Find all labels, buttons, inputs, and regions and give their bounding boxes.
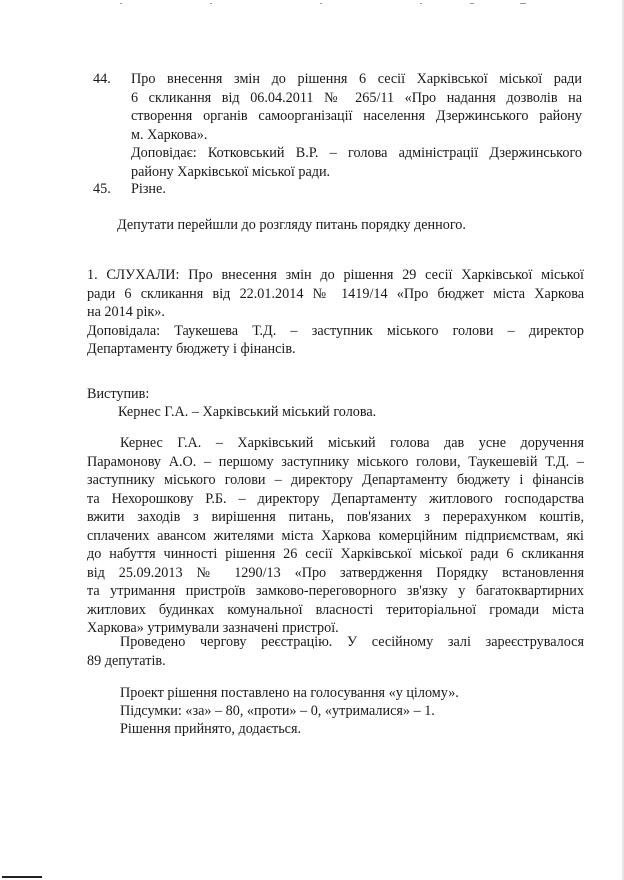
reporter-line: району Харківської міської ради. xyxy=(131,163,331,180)
item-number: 44. xyxy=(93,71,111,87)
instruction-line: Кернес Г.А. – Харківський міський голова дав усне доручення xyxy=(120,435,584,451)
instruction-line: від 25.09.2013 № 1290/13 «Про затвердження Порядку встановлення xyxy=(87,564,584,581)
instruction-line: до набуття чинності рішення 26 сесії Харківської міської ради 6 скликання xyxy=(87,546,584,562)
item-line: м. Харкова». xyxy=(131,126,208,143)
registration-line: 89 депутатів. xyxy=(87,652,166,669)
item-text xyxy=(131,70,582,181)
item-line: 6 скликання від 06.04.2011 № 265/11 «Про надання дозволів на xyxy=(131,89,582,106)
item-line: Про внесення змін до рішення 6 сесії Харківської міської ради xyxy=(131,71,582,87)
item-text xyxy=(131,180,582,199)
instruction-line: вжити заходів з вирішення питань, пов'язаних з перерахунком коштів, xyxy=(87,509,584,525)
instruction-line: Харкова» утримували зазначені пристрої. xyxy=(87,620,339,636)
reporter-line: Доповідає: Котковський В.Р. – голова адміністрації Дзержинського xyxy=(131,145,582,161)
vote-results: Підсумки: «за» – 80, «проти» – 0, «утрималися» – 1. xyxy=(120,703,435,719)
scan-edge-mark xyxy=(2,876,42,878)
speaker-line: Кернес Г.А. – Харківський міський голова. xyxy=(118,404,377,420)
heard-line: 1. СЛУХАЛИ: Про внесення змін до рішення 29 сесії Харківської міської xyxy=(87,267,584,283)
instruction-line: та утримання пристроїв замково-переговорного зв'язку у багатоквартирних xyxy=(87,583,584,599)
item-line: Різне. xyxy=(131,181,166,197)
instruction-line: житлових будинках комунальної власності територіальної громади міста xyxy=(87,601,584,618)
transition-note: Депутати перейшли до розгляду питань порядку денного. xyxy=(117,217,466,233)
instruction-paragraph xyxy=(87,434,584,638)
item-line: створення органів самоорганізації населення Дзержинського району xyxy=(131,108,582,124)
vote-decision: Рішення прийнято, додається. xyxy=(120,721,302,737)
vote-proposal: Проект рішення поставлено на голосування «у цілому». xyxy=(120,685,459,701)
spoke-label: Виступив: xyxy=(87,386,150,402)
heard-section xyxy=(87,266,584,359)
item-number: 45. xyxy=(93,181,111,197)
instruction-line: та Нехорошкову Р.Б. – директору Департаменту житлового господарства xyxy=(87,490,584,507)
instruction-line: Парамонову А.О. – першому заступнику міського голови, Таукешевій Т.Д. – xyxy=(87,453,584,470)
reporter-line: Департаменту бюджету і фінансів. xyxy=(87,341,296,357)
heard-line: ради 6 скликання від 22.01.2014 № 1419/14 «Про бюджет міста Харкова xyxy=(87,285,584,302)
instruction-line: сплачених авансом жителями міста Харкова комерційним підприємствам, які xyxy=(87,527,584,544)
instruction-line: заступнику міського голови – директору Департаменту бюджету і фінансів xyxy=(87,472,584,488)
scan-specks xyxy=(0,0,624,12)
reporter-line: Доповідала: Таукешева Т.Д. – заступник міського голови – директор xyxy=(87,322,584,339)
registration-line: Проведено чергову реєстрацію. У сесійному залі зареєструвалося xyxy=(120,634,584,650)
heard-line: на 2014 рік». xyxy=(87,304,165,320)
registration-paragraph xyxy=(87,633,584,670)
